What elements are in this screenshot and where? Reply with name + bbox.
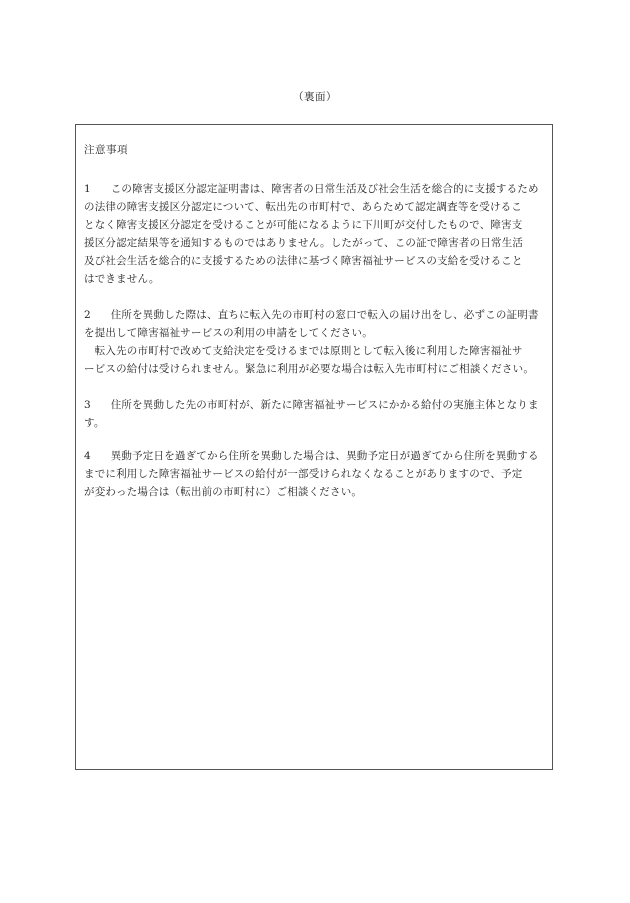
notice-item-line: ービスの給付は受けられません。緊急に利用が必要な場合は転入先市町村にご相談ください。 [84, 363, 535, 376]
notice-item-number: 3 [84, 399, 91, 411]
notice-item-line: 転入先の市町村で改めて支給決定を受けるまでは原則として転入後に利用した障害福祉サ [84, 345, 523, 358]
notice-item-3 [84, 396, 546, 432]
page-side-label: （裏面） [293, 91, 337, 103]
notice-item-line: 援区分認定結果等を通知するものではありません。したがって、この証で障害者の日常生活 [84, 237, 524, 250]
notice-item-1 [84, 180, 546, 289]
notice-item-4 [84, 447, 546, 501]
notice-heading: 注意事項 [84, 144, 128, 156]
notice-box [75, 124, 553, 770]
notice-item-line: 1 この障害支援区分認定証明書は、障害者の日常生活及び社会生活を総合的に支援するため [84, 180, 546, 198]
notice-item-line: 及び社会生活を総合的に支援するための法律に基づく障害福祉サービスの支給を受けること [84, 255, 523, 268]
notice-item-line: はできません。 [84, 273, 160, 286]
notice-item-line: の法律の障害支援区分認定について、転出先の市町村で、あらためて認定調査等を受けるこ [84, 201, 523, 214]
notice-item-number: 4 [84, 450, 91, 462]
notice-item-line: を提出して障害福祉サービスの利用の申請をしてください。 [84, 327, 373, 340]
notice-item-line: 3 住所を異動した先の市町村が、新たに障害福祉サービスにかかる給付の実施主体となりま [84, 396, 546, 414]
notice-item-line: す。 [84, 417, 105, 430]
notice-item-line: 4 異動予定日を過ぎてから住所を異動した場合は、異動予定日が過ぎてから住所を異動する [84, 447, 546, 465]
notice-item-line: となく障害支援区分認定を受けることが可能になるように下川町が交付したもので、障害支 [84, 219, 523, 232]
notice-item-line: 2 住所を異動した際は、直ちに転入先の市町村の窓口で転入の届け出をし、必ずこの証明書 [84, 306, 546, 324]
notice-item-2 [84, 306, 546, 378]
notice-item-number: 1 [84, 183, 91, 195]
notice-item-line: が変わった場合は（転出前の市町村に）ご相談ください。 [84, 486, 363, 499]
notice-item-number: 2 [84, 309, 91, 321]
notice-item-line: までに利用した障害福祉サービスの給付が一部受けられなくなることがありますので、予定 [84, 468, 523, 481]
